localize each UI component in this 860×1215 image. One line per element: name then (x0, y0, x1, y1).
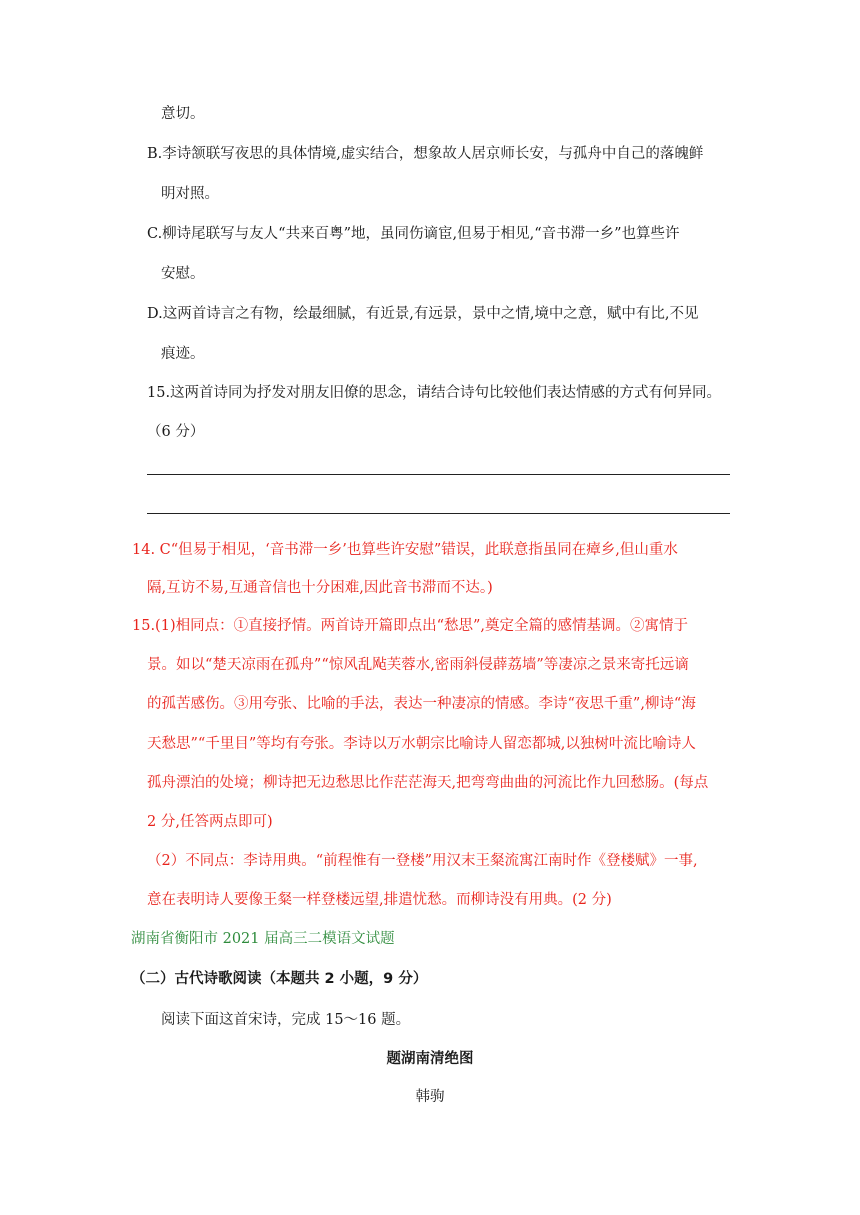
answer-15-line-4: 天愁思”“千里目”等均有夸张。李诗以万水朝宗比喻诗人留恋都城,以独树叶流比喻诗人 (147, 736, 696, 752)
answer-15-part-2: （2）不同点：李诗用典。“前程惟有一登楼”用汉末王粲流寓江南时作《登楼赋》一事, (147, 853, 698, 869)
source-label: 湖南省衡阳市 2021 届高三二模语文试题 (131, 931, 395, 947)
q14-option-d-cont: 痕迹。 (161, 346, 205, 362)
q14-option-b-cont: 明对照。 (161, 186, 219, 202)
answer-15-line-2: 景。如以“楚天凉雨在孤舟”“惊风乱飐芙蓉水,密雨斜侵薜荔墙”等凄凉之景来寄托远谪 (147, 657, 689, 673)
question-15: 15.这两首诗同为抒发对朋友旧僚的思念，请结合诗句比较他们表达情感的方式有何异同。 (147, 385, 722, 401)
q14-option-c-cont: 安慰。 (161, 266, 205, 282)
answer-14: 14. C“但易于相见，‘音书滞一乡’也算些许安慰”错误，此联意指虽同在瘴乡,但山重水 (132, 542, 678, 558)
answer-15-part-2-cont: 意在表明诗人要像王粲一样登楼远望,排遣忧愁。而柳诗没有用典。(2 分) (147, 892, 612, 908)
answer-14-cont: 隔,互访不易,互通音信也十分困难,因此音书滞而不达。) (147, 580, 493, 596)
section-title: （二）古代诗歌阅读（本题共 2 小题，9 分） (131, 971, 428, 987)
answer-15: 15.(1)相同点：①直接抒情。两首诗开篇即点出“愁思”,奠定全篇的感情基调。②寓情于 (132, 618, 689, 634)
q14-option-c: C.柳诗尾联写与友人“共来百粤”地，虽同伤谪宦,但易于相见,“音书滞一乡”也算些许 (147, 226, 680, 242)
answer-15-line-6: 2 分,任答两点即可) (147, 814, 273, 830)
answer-line-2[interactable] (147, 513, 730, 514)
poem-author: 韩驹 (415, 1089, 445, 1105)
instruction: 阅读下面这首宋诗，完成 15～16 题。 (161, 1012, 411, 1028)
q14-option-b: B.李诗颔联写夜思的具体情境,虚实结合，想象故人居京师长安，与孤舟中自己的落魄鲜 (147, 146, 704, 162)
poem-title: 题湖南清绝图 (386, 1051, 474, 1067)
answer-15-line-3: 的孤苦感伤。③用夸张、比喻的手法，表达一种凄凉的情感。李诗“夜思千重”,柳诗“海 (147, 696, 696, 712)
answer-15-line-5: 孤舟漂泊的处境；柳诗把无边愁思比作茫茫海天,把弯弯曲曲的河流比作九回愁肠。(每点 (147, 775, 709, 791)
q14-option-d: D.这两首诗言之有物，绘最细腻，有近景,有远景，景中之情,境中之意，赋中有比,不见 (147, 306, 699, 322)
question-15-score: （6 分） (147, 424, 205, 440)
answer-line-1[interactable] (147, 474, 730, 475)
q14-option-a-cont: 意切。 (161, 106, 205, 122)
